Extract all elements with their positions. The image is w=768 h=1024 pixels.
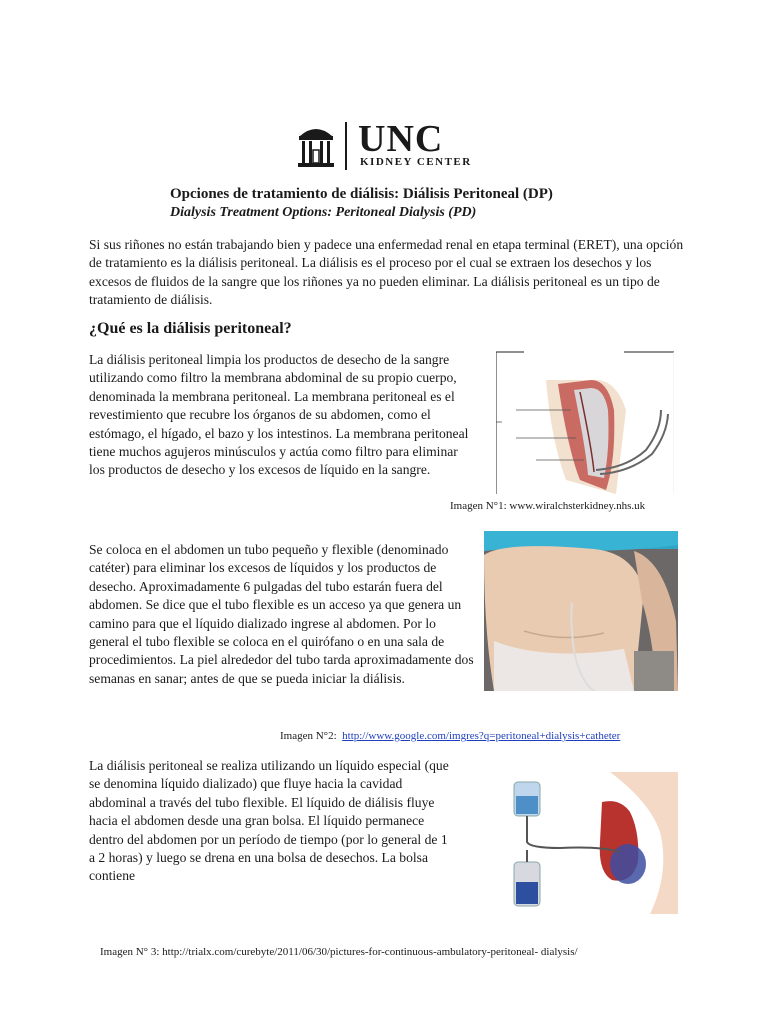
dialysis-bags-illustration-image — [500, 772, 678, 914]
logo-sub-text: KIDNEY CENTER — [360, 156, 472, 168]
paragraph-dialysate: La diálisis peritoneal se realiza utilizando un líquido especial (que se denomina líquido dializado) que fluye hacia la cavidad abdominal a través del tubo flexible. El líquido de diálisis fluye hacia el abdomen desde una gran bolsa. El líquido permanece dentro del abdomen por un período de tiempo (por lo general de 1 a 2 horas) y luego se drena en una bolsa de desechos. La bolsa contiene — [89, 758, 449, 884]
title-english: Dialysis Treatment Options: Peritoneal Dialysis (PD) — [170, 205, 477, 220]
caption-image-2 — [280, 730, 620, 742]
caption-image-3: Imagen N° 3: http://trialx.com/curebyte/2011/06/30/pictures-for-continuous-ambulatory-peritoneal- dialysis/ — [100, 946, 578, 958]
old-well-icon — [296, 122, 336, 170]
paragraph-membrane: La diálisis peritoneal limpia los productos de desecho de la sangre utilizando como filtro la membrana abdominal de su propio cuerpo, denominada la membrana peritoneal. La membrana peritoneal es el revestimiento que recubre los órganos de su abdomen, como el estómago, el hígado, el bazo y los intestinos. La membrana peritoneal tiene muchos agujeros minúsculos y actúa como filtro para eliminar los productos de desecho y los excesos de líquido en la sangre. — [89, 352, 469, 478]
section-heading: ¿Qué es la diálisis peritoneal? — [89, 320, 292, 337]
catheter-photo-image — [484, 531, 678, 691]
caption-image-2-label: Imagen N°2: — [280, 730, 337, 742]
title-spanish: Opciones de tratamiento de diálisis: Diálisis Peritoneal (DP) — [170, 186, 553, 202]
intro-paragraph: Si sus riñones no están trabajando bien y padece una enfermedad renal en etapa terminal (ERET), una opción de tratamiento es la diálisis peritoneal. La diálisis es el proceso por el cual se extraen los desechos y los excesos de fluidos de la sangre que los riñones ya no pueden eliminar. La diálisis peritoneal es un tipo de tratamiento de diálisis. — [89, 237, 684, 308]
logo-main-text: UNC — [358, 118, 444, 160]
caption-image-1: Imagen N°1: www.wiralchsterkidney.nhs.uk — [450, 500, 646, 512]
logo-divider — [345, 122, 347, 170]
peritoneum-diagram-image — [496, 350, 674, 494]
caption-image-2-link[interactable]: http://www.google.com/imgres?q=peritoneal+dialysis+catheter — [342, 730, 621, 742]
paragraph-catheter: Se coloca en el abdomen un tubo pequeño y flexible (denominado catéter) para eliminar los excesos de líquidos y los productos de desecho. Aproximadamente 6 pulgadas del tubo estarán fuera del abdomen. Se dice que el tubo flexible es un acceso ya que genera un camino para que el líquido dializado ingrese al abdomen. Por lo general el tubo flexible se coloca en el quirófano o en una sala de procedimientos. La piel alrededor del tubo tarda aproximadamente dos semanas en sanar; antes de que se pueda iniciar la diálisis. — [89, 542, 474, 686]
unc-kidney-center-logo — [296, 120, 496, 172]
